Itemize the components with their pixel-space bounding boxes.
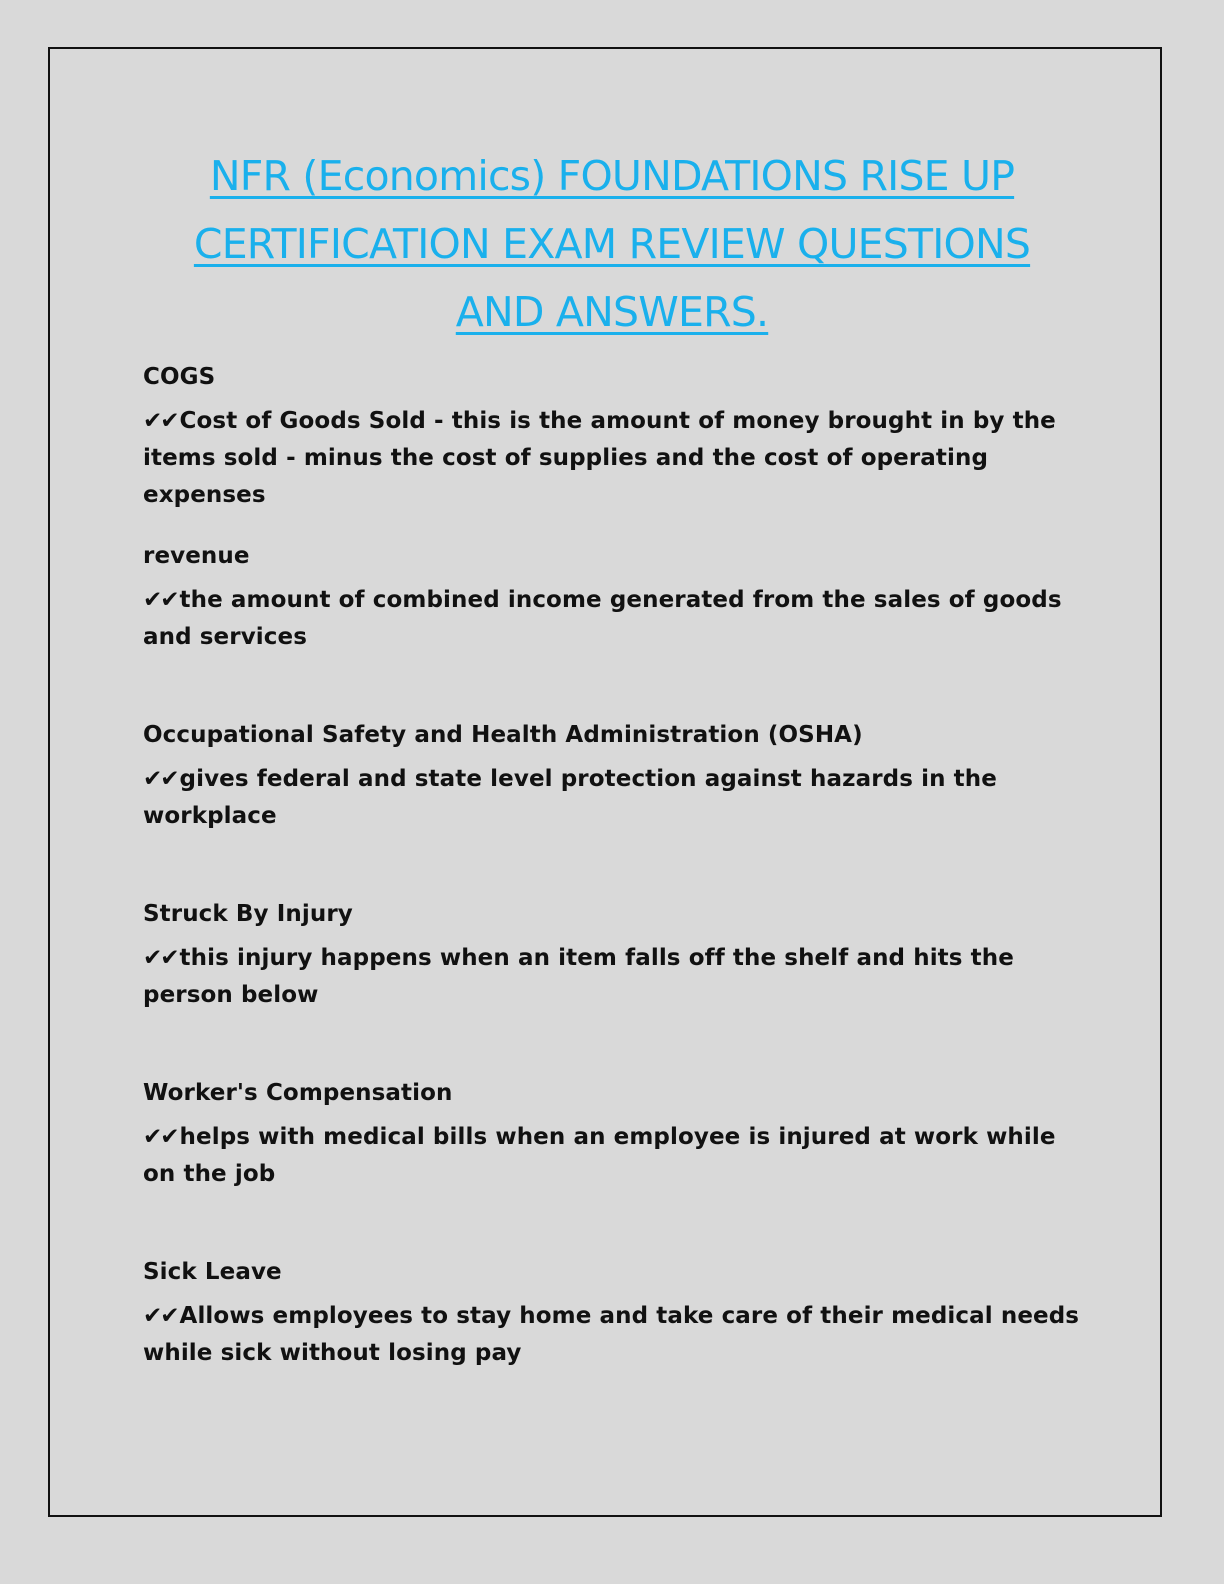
definition-text: gives federal and state level protection against hazards in the workplace bbox=[143, 766, 997, 829]
definition-text: this injury happens when an item falls off the shelf and hits the person below bbox=[143, 945, 1014, 1008]
entry-definition bbox=[143, 1119, 1093, 1193]
qa-entry-struck-by-injury bbox=[143, 899, 1093, 1014]
double-check-icon: ✔✔ bbox=[143, 587, 178, 613]
qa-entry-revenue bbox=[143, 541, 1093, 656]
double-check-icon: ✔✔ bbox=[143, 1124, 178, 1150]
qa-entry-cogs bbox=[143, 362, 1093, 514]
entry-definition bbox=[143, 403, 1093, 514]
document-title bbox=[100, 142, 1124, 346]
double-check-icon: ✔✔ bbox=[143, 408, 178, 434]
definition-text: Cost of Goods Sold - this is the amount of money brought in by the items sold - minus the cost of supplies and the cost of operating expenses bbox=[143, 408, 1056, 508]
entry-definition bbox=[143, 1298, 1093, 1372]
double-check-icon: ✔✔ bbox=[143, 1303, 178, 1329]
entry-term: Sick Leave bbox=[143, 1259, 282, 1285]
definition-text: helps with medical bills when an employee is injured at work while on the job bbox=[143, 1124, 1056, 1187]
entry-definition bbox=[143, 761, 1093, 835]
entry-term: Struck By Injury bbox=[143, 901, 353, 927]
qa-entry-sick-leave bbox=[143, 1257, 1093, 1372]
title-line-1: NFR (Economics) FOUNDATIONS RISE UP bbox=[209, 152, 1015, 200]
entry-definition bbox=[143, 582, 1093, 656]
definition-text: Allows employees to stay home and take care of their medical needs while sick without losing pay bbox=[143, 1303, 1080, 1366]
title-line-2: CERTIFICATION EXAM REVIEW QUESTIONS bbox=[193, 220, 1031, 268]
entry-term: Occupational Safety and Health Administration (OSHA) bbox=[143, 722, 863, 748]
entry-definition bbox=[143, 940, 1093, 1014]
entry-term: COGS bbox=[143, 364, 216, 390]
qa-entry-workers-compensation bbox=[143, 1078, 1093, 1193]
qa-entry-osha bbox=[143, 720, 1093, 835]
double-check-icon: ✔✔ bbox=[143, 766, 178, 792]
entry-term: Worker's Compensation bbox=[143, 1080, 453, 1106]
definition-text: the amount of combined income generated from the sales of goods and services bbox=[143, 587, 1062, 650]
entry-term: revenue bbox=[143, 543, 250, 569]
double-check-icon: ✔✔ bbox=[143, 945, 178, 971]
title-line-3: AND ANSWERS. bbox=[455, 288, 769, 336]
